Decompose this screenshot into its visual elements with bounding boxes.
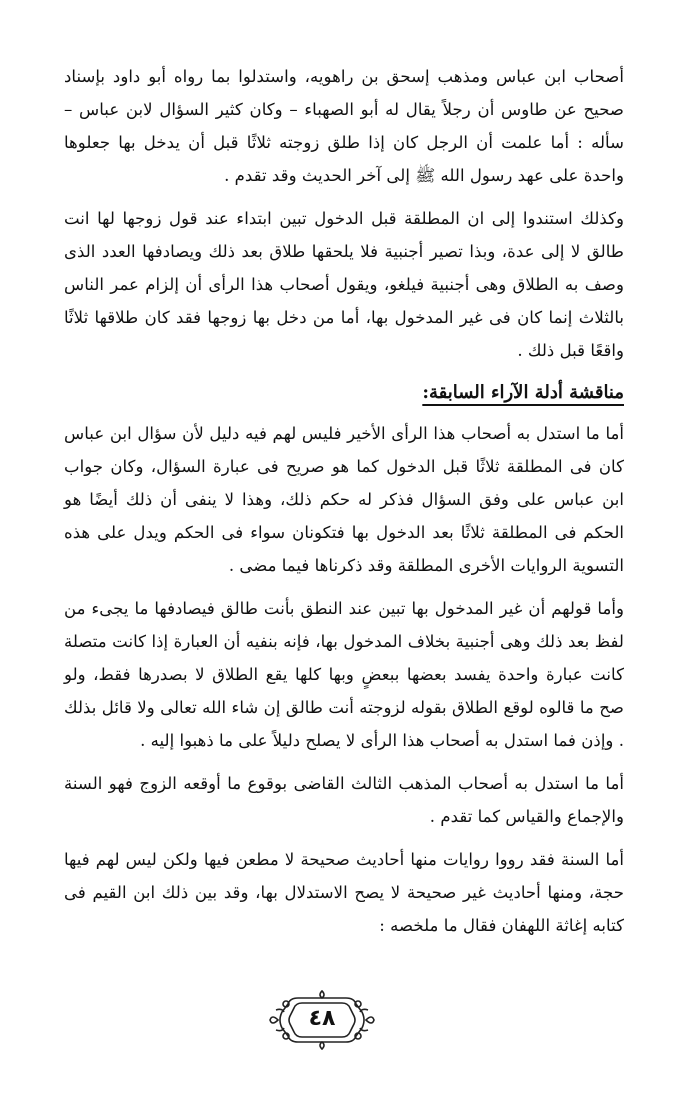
paragraph-2: وكذلك استندوا إلى ان المطلقة قبل الدخول تبين ابتداء عند قول زوجها لها انت طالق لا إلى عدة، وبذا تصير أجنبية فلا يلحقها طلاق بعد ذلك ويصادفها العدد الذى وصف به الطلاق وهى أجنبية فيلغو، ويقول أصحاب هذا الرأى أن إلزام عمر الناس بالثلاث إنما كان فى غير المدخول بها، أما من دخل بها زوجها فقد كان طلاقها ثلاثًا واقعًا قبل ذلك . xyxy=(64,209,624,360)
page-number-ornament xyxy=(268,990,376,1050)
section-heading: مناقشة أدلة الآراء السابقة: xyxy=(422,382,624,403)
page-number: ٤٨ xyxy=(308,1006,336,1031)
paragraph-3: أما ما استدل به أصحاب هذا الرأى الأخير فليس لهم فيه دليل لأن سؤال ابن عباس كان فى المطلقة ثلاثًا قبل الدخول كما هو صريح فى عبارة السؤال، وكان جواب ابن عباس على وفق السؤال فذكر له حكم ذلك، وهذا لا ينفى أن ذلك أيضًا هو الحكم فى المطلقة ثلاثًا بعد الدخول بها فتكونان سواء فى الحكم ويدل على هذه التسوية الروايات الأخرى المطلقة وقد ذكرناها فيما مضى . xyxy=(64,424,624,575)
page-body xyxy=(64,60,624,952)
paragraph-6: أما السنة فقد رووا روايات منها أحاديث صحيحة لا مطعن فيها ولكن ليس لهم فيها حجة، ومنها أحاديث غير صحيحة لا يصح الاستدلال بها، وقد بين ذلك ابن القيم فى كتابه إغاثة اللهفان فقال ما ملخصه : xyxy=(64,850,624,935)
paragraph-4: وأما قولهم أن غير المدخول بها تبين عند النطق بأنت طالق فيصادفها ما يجىء من لفظ بعد ذلك وهى أجنبية بخلاف المدخول بها، فإنه بنفيه أن العبارة إذا كانت متصلة كانت عبارة واحدة يفسد بعضها ببعضٍ وبها كلها يقع الطلاق لا بصدرها فقط، ولو صح ما قالوه لوقع الطلاق بقوله لزوجته أنت طالق إن شاء الله تعالى ولا قائل بذلك . وإذن فما استدل به أصحاب هذا الرأى لا يصلح دليلاً على ما ذهبوا إليه . xyxy=(64,599,624,750)
paragraph-5: أما ما استدل به أصحاب المذهب الثالث القاضى بوقوع ما أوقعه الزوج فهو السنة والإجماع والقياس كما تقدم . xyxy=(64,774,624,826)
paragraph-1: أصحاب ابن عباس ومذهب إسحق بن راهويه، واستدلوا بما رواه أبو داود بإسناد صحيح عن طاوس أن رجلاً يقال له أبو الصهباء – وكان كثير السؤال لابن عباس – سأله : أما علمت أن الرجل كان إذا طلق زوجته ثلاثًا قبل أن يدخل بها جعلوها واحدة على عهد رسول الله ﷺ إلى آخر الحديث وقد تقدم . xyxy=(64,67,624,185)
